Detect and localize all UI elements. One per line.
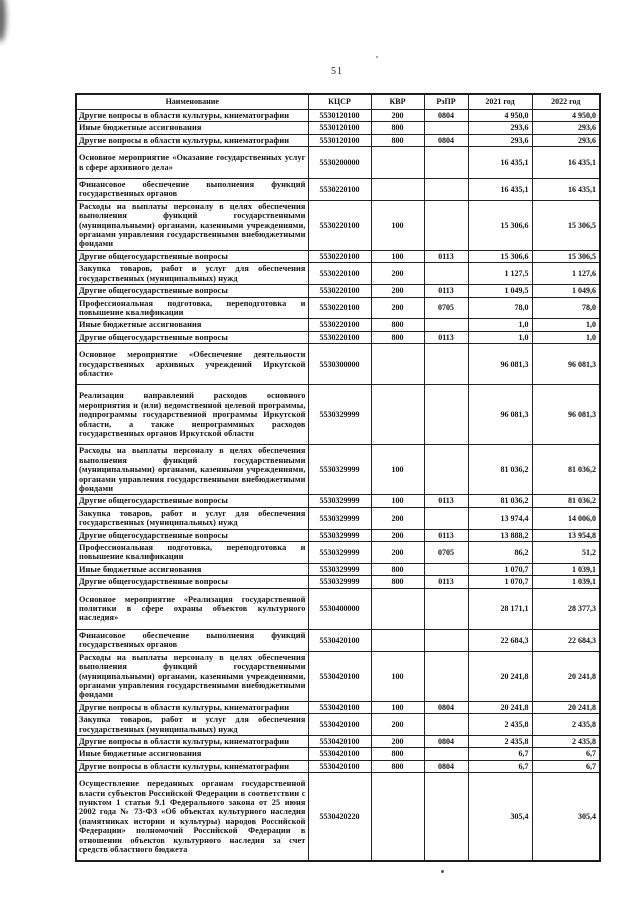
column-header-name: Наименование [76,94,308,110]
cell-name: Другие общегосударственные вопросы [76,285,308,297]
table-row [76,588,600,629]
cell-2021: 15 306,6 [468,200,532,250]
table-row [76,760,600,772]
cell-2022: 20 241,8 [532,701,600,713]
cell-2022: 293,6 [532,122,600,134]
cell-2022: 305,4 [532,773,600,862]
cell-kcsr: 5530300000 [308,344,371,385]
cell-2021: 305,4 [468,773,532,862]
cell-2021: 16 435,1 [468,147,532,179]
scan-dot-artifact [376,56,378,58]
table-row [76,331,600,343]
cell-name: Расходы на выплаты персоналу в целях обеспечения выполнения функций государственными (муниципальными) органами, казенными учреждениями, органами управления государственными внебюджетными фондами [76,200,308,250]
cell-name: Иные бюджетные ассигнования [76,748,308,760]
cell-2021: 1 049,5 [468,285,532,297]
cell-kvr: 200 [371,507,424,529]
cell-2022: 15 306,5 [532,200,600,250]
table-row [76,773,600,862]
cell-kvr: 800 [371,331,424,343]
cell-name: Другие общегосударственные вопросы [76,529,308,541]
cell-2022: 6,7 [532,760,600,772]
cell-kcsr: 5530420100 [308,701,371,713]
cell-2022: 78,0 [532,297,600,319]
cell-kvr: 800 [371,748,424,760]
cell-kvr: 200 [371,714,424,736]
cell-2021: 78,0 [468,297,532,319]
table-row [76,629,600,651]
cell-name: Основное мероприятие «Обеспечение деятельности государственных архивных учреждений Иркутской области» [76,344,308,385]
cell-2022: 96 081,3 [532,385,600,445]
table-row [76,714,600,736]
cell-2022: 2 435,8 [532,714,600,736]
cell-name: Другие вопросы в области культуры, кинематографии [76,760,308,772]
table-row [76,344,600,385]
cell-2022: 1,0 [532,319,600,331]
cell-name: Расходы на выплаты персоналу в целях обеспечения выполнения функций государственными (муниципальными) органами, казенными учреждениями, органами управления государственными внебюджетными фондами [76,651,308,701]
cell-kcsr: 5530420220 [308,773,371,862]
cell-2021: 1 070,7 [468,563,532,575]
cell-rzpr: 0113 [424,331,468,343]
cell-kvr [371,147,424,179]
cell-kcsr: 5530420100 [308,735,371,747]
cell-name: Основное мероприятие «Реализация государственной политики в сфере охраны объектов культурного наследия» [76,588,308,629]
cell-rzpr: 0113 [424,250,468,262]
table-row [76,263,600,285]
cell-2021: 13 974,4 [468,507,532,529]
cell-kvr [371,179,424,201]
cell-kvr: 200 [371,529,424,541]
cell-kvr: 800 [371,319,424,331]
table-row [76,563,600,575]
cell-kvr: 100 [371,250,424,262]
cell-name: Осуществление переданных органам государственной власти субъектов Российской Федерации в соответствии с пунктом 1 статьи 9.1 Федерального закона от 25 июня 2002 года № 73-ФЗ «Об объектах культурного наследия (памятниках истории и культуры) народов Российской Федерации» полномочий Российской Федерации в отношении объектов культурного наследия за счет средств областного бюджета [76,773,308,862]
cell-kcsr: 5530420100 [308,760,371,772]
cell-rzpr: 0804 [424,134,468,146]
cell-name: Другие вопросы в области культуры, кинематографии [76,701,308,713]
cell-kcsr: 5530220100 [308,200,371,250]
cell-kvr: 800 [371,134,424,146]
cell-2021: 28 171,1 [468,588,532,629]
cell-rzpr [424,748,468,760]
cell-kcsr: 5530329999 [308,445,371,495]
cell-2022: 13 954,8 [532,529,600,541]
table-row [76,297,600,319]
cell-kvr: 200 [371,297,424,319]
cell-kcsr: 5530400000 [308,588,371,629]
cell-kvr: 800 [371,563,424,575]
cell-name: Профессиональная подготовка, переподготовка и повышение квалификации [76,542,308,564]
cell-2021: 4 950,0 [468,110,532,122]
table-row [76,576,600,588]
column-header-kcsr: КЦСР [308,94,371,110]
cell-2022: 6,7 [532,748,600,760]
table-row [76,250,600,262]
cell-2022: 14 006,0 [532,507,600,529]
scan-smudge-artifact [0,0,6,42]
table-row [76,285,600,297]
cell-2022: 28 377,3 [532,588,600,629]
cell-rzpr [424,588,468,629]
cell-rzpr [424,344,468,385]
cell-2021: 81 036,2 [468,495,532,507]
cell-2021: 293,6 [468,122,532,134]
table-row [76,385,600,445]
cell-2021: 16 435,1 [468,179,532,201]
cell-name: Расходы на выплаты персоналу в целях обеспечения выполнения функций государственными (муниципальными) органами, казенными учреждениями, органами управления государственными внебюджетными фондами [76,445,308,495]
cell-2022: 293,6 [532,134,600,146]
cell-2021: 2 435,8 [468,714,532,736]
cell-rzpr: 0804 [424,110,468,122]
column-header-kvr: КВР [371,94,424,110]
cell-rzpr: 0113 [424,495,468,507]
cell-kcsr: 5530420100 [308,629,371,651]
table-row [76,200,600,250]
cell-2021: 81 036,2 [468,445,532,495]
cell-rzpr [424,319,468,331]
cell-kcsr: 5530329999 [308,495,371,507]
cell-rzpr [424,773,468,862]
cell-kvr: 200 [371,263,424,285]
cell-kvr [371,385,424,445]
cell-kvr: 200 [371,285,424,297]
cell-kvr: 200 [371,542,424,564]
cell-kcsr: 5530329999 [308,542,371,564]
cell-kvr: 100 [371,651,424,701]
cell-kvr [371,588,424,629]
scan-dot-artifact [441,870,444,873]
cell-2022: 81 036,2 [532,445,600,495]
table-row [76,735,600,747]
cell-2021: 1,0 [468,319,532,331]
cell-kcsr: 5530329999 [308,563,371,575]
cell-2021: 6,7 [468,748,532,760]
cell-kcsr: 5530420100 [308,748,371,760]
cell-kcsr: 5530420100 [308,714,371,736]
column-header-rzpr: РзПР [424,94,468,110]
cell-name: Финансовое обеспечение выполнения функций государственных органов [76,629,308,651]
cell-kvr: 100 [371,701,424,713]
cell-2022: 1 127,6 [532,263,600,285]
cell-kvr [371,629,424,651]
cell-2021: 1 127,5 [468,263,532,285]
cell-name: Другие вопросы в области культуры, кинематографии [76,735,308,747]
table-row [76,147,600,179]
cell-rzpr [424,563,468,575]
cell-2022: 1 039,1 [532,576,600,588]
cell-kcsr: 5530220100 [308,179,371,201]
cell-kcsr: 5530329999 [308,385,371,445]
cell-kcsr: 5530120100 [308,110,371,122]
cell-name: Другие вопросы в области культуры, кинематографии [76,110,308,122]
cell-kvr [371,344,424,385]
cell-2021: 96 081,3 [468,385,532,445]
cell-name: Другие общегосударственные вопросы [76,250,308,262]
cell-2021: 293,6 [468,134,532,146]
cell-kvr: 800 [371,576,424,588]
cell-rzpr: 0804 [424,760,468,772]
cell-2021: 22 684,3 [468,629,532,651]
cell-kcsr: 5530220100 [308,297,371,319]
cell-kcsr: 5530220100 [308,331,371,343]
cell-2021: 86,2 [468,542,532,564]
table-row [76,542,600,564]
cell-2022: 4 950,0 [532,110,600,122]
cell-kcsr: 5530329999 [308,529,371,541]
cell-rzpr: 0705 [424,542,468,564]
cell-kvr: 800 [371,760,424,772]
cell-rzpr [424,714,468,736]
table-row [76,748,600,760]
page-number: 51 [331,66,343,77]
cell-rzpr [424,179,468,201]
cell-name: Основное мероприятие «Оказание государственных услуг в сфере архивного дела» [76,147,308,179]
cell-rzpr [424,629,468,651]
cell-rzpr: 0804 [424,735,468,747]
column-header-2021: 2021 год [468,94,532,110]
cell-kvr: 100 [371,200,424,250]
cell-2021: 13 888,2 [468,529,532,541]
cell-name: Реализация направлений расходов основного мероприятия и (или) ведомственной целевой программы, подпрограммы государственной программы Иркутской области, а также непрограммных расходов государственных органов Иркутской области [76,385,308,445]
cell-2021: 1,0 [468,331,532,343]
table-row [76,179,600,201]
budget-table [75,93,601,862]
cell-2022: 2 435,8 [532,735,600,747]
cell-2022: 96 081,3 [532,344,600,385]
cell-kcsr: 5530120100 [308,122,371,134]
table-row [76,529,600,541]
table-row [76,701,600,713]
cell-kcsr: 5530200000 [308,147,371,179]
table-row [76,651,600,701]
cell-2021: 2 435,8 [468,735,532,747]
cell-kcsr: 5530220100 [308,263,371,285]
cell-rzpr [424,200,468,250]
cell-2022: 51,2 [532,542,600,564]
cell-2021: 20 241,8 [468,701,532,713]
cell-name: Другие общегосударственные вопросы [76,576,308,588]
cell-kcsr: 5530220100 [308,250,371,262]
table-row [76,122,600,134]
cell-kvr: 200 [371,735,424,747]
cell-kcsr: 5530420100 [308,651,371,701]
cell-2021: 1 070,7 [468,576,532,588]
cell-rzpr [424,445,468,495]
cell-name: Закупка товаров, работ и услуг для обеспечения государственных (муниципальных) нужд [76,263,308,285]
cell-name: Финансовое обеспечение выполнения функций государственных органов [76,179,308,201]
table-header-row [76,94,600,110]
cell-rzpr: 0113 [424,285,468,297]
cell-2022: 16 435,1 [532,147,600,179]
table-row [76,445,600,495]
cell-rzpr [424,147,468,179]
cell-name: Другие общегосударственные вопросы [76,495,308,507]
cell-name: Закупка товаров, работ и услуг для обеспечения государственных (муниципальных) нужд [76,507,308,529]
cell-kvr: 200 [371,110,424,122]
cell-rzpr [424,651,468,701]
cell-name: Другие общегосударственные вопросы [76,331,308,343]
cell-kcsr: 5530329999 [308,507,371,529]
cell-2021: 96 081,3 [468,344,532,385]
cell-rzpr: 0113 [424,529,468,541]
cell-rzpr: 0804 [424,701,468,713]
cell-2022: 15 306,5 [532,250,600,262]
cell-name: Закупка товаров, работ и услуг для обеспечения государственных (муниципальных) нужд [76,714,308,736]
table-body [76,110,600,862]
cell-name: Иные бюджетные ассигнования [76,563,308,575]
cell-2021: 6,7 [468,760,532,772]
cell-name: Иные бюджетные ассигнования [76,122,308,134]
table-row [76,507,600,529]
cell-2022: 22 684,3 [532,629,600,651]
cell-2021: 15 306,6 [468,250,532,262]
table-row [76,110,600,122]
cell-kvr: 100 [371,445,424,495]
cell-kcsr: 5530120100 [308,134,371,146]
cell-2022: 81 036,2 [532,495,600,507]
cell-rzpr [424,263,468,285]
cell-2022: 1,0 [532,331,600,343]
cell-kcsr: 5530329999 [308,576,371,588]
cell-2021: 20 241,8 [468,651,532,701]
cell-name: Профессиональная подготовка, переподготовка и повышение квалификации [76,297,308,319]
cell-rzpr [424,385,468,445]
cell-kvr: 100 [371,495,424,507]
table-row [76,319,600,331]
cell-2022: 20 241,8 [532,651,600,701]
cell-kcsr: 5530220100 [308,285,371,297]
cell-rzpr [424,507,468,529]
cell-kvr [371,773,424,862]
table-row [76,134,600,146]
cell-2022: 1 049,6 [532,285,600,297]
cell-2022: 1 039,1 [532,563,600,575]
cell-kvr: 800 [371,122,424,134]
cell-2022: 16 435,1 [532,179,600,201]
table-row [76,495,600,507]
cell-rzpr: 0113 [424,576,468,588]
cell-kcsr: 5530220100 [308,319,371,331]
cell-name: Иные бюджетные ассигнования [76,319,308,331]
column-header-2022: 2022 год [532,94,600,110]
cell-rzpr: 0705 [424,297,468,319]
cell-rzpr [424,122,468,134]
cell-name: Другие вопросы в области культуры, кинематографии [76,134,308,146]
